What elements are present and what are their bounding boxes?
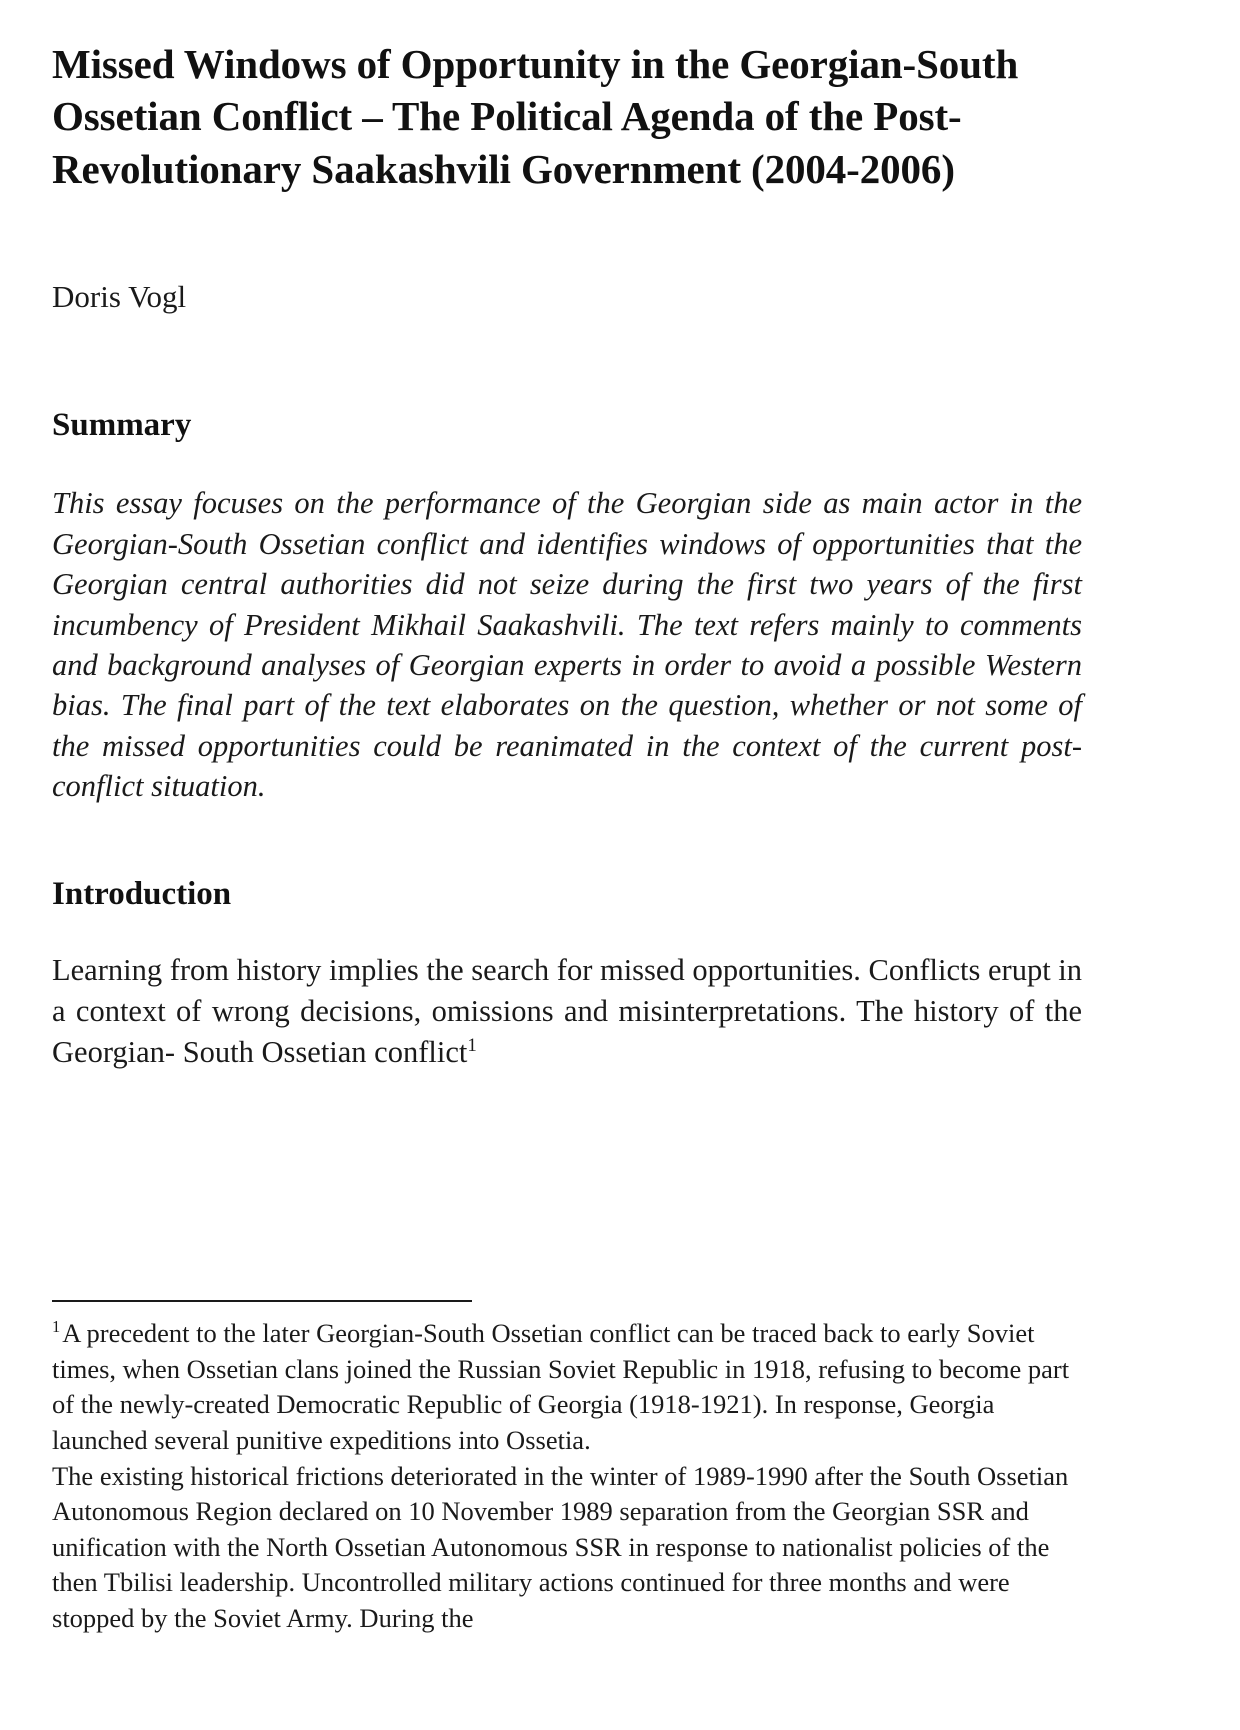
page-title: Missed Windows of Opportunity in the Georgian-South Ossetian Conflict – The Political Agenda of the Post-Revolutionary Saakashvili Government (2004-2006) — [52, 41, 1019, 192]
summary-body-text: This essay focuses on the performance of the Georgian side as main actor in the Georgian-South Ossetian conflict and identifies windows of opportunities that the Georgian central authorities did not seize during the first two years of the first incumbency of President Mikhail Saakashvili. The text refers mainly to comments and background analyses of Georgian experts in order to avoid a possible Western bias. The final part of the text elaborates on the question, whether or not some of the missed opportunities could be reanimated in the context of the current post-conflict situation. — [52, 486, 1082, 804]
footnote-area — [52, 1300, 1082, 1637]
author-name: Doris Vogl — [52, 279, 187, 315]
footnote-paragraph-1-text: A precedent to the later Georgian-South Ossetian conflict can be traced back to early Soviet times, when Ossetian clans joined the Russian Soviet Republic in 1918, refusing to become part of the newly-created Democratic Republic of Georgia (1918-1921). In response, Georgia launched several punitive expeditions into Ossetia. — [52, 1318, 1070, 1455]
footnote-paragraph-2: The existing historical frictions deteriorated in the winter of 1989-1990 after the South Ossetian Autonomous Region declared on 10 November 1989 separation from the Georgian SSR and unification with the North Ossetian Autonomous SSR in response to nationalist policies of the then Tbilisi leadership. Uncontrolled military actions continued for three months and were stopped by the Soviet Army. During the — [52, 1460, 1069, 1634]
footnote-paragraph-1 — [52, 1316, 1082, 1459]
section-heading-summary: Summary — [52, 406, 192, 443]
footnote-separator-rule — [52, 1300, 472, 1302]
document-content — [52, 38, 1082, 1073]
introduction-body-paragraph — [52, 914, 1082, 1073]
introduction-body-text: Learning from history implies the search for missed opportunities. Conflicts erupt in a context of wrong decisions, omissions and misinterpretations. The history of the Georgian- South Ossetian conflict — [52, 953, 1083, 1070]
section-heading-introduction: Introduction — [52, 875, 232, 912]
footnote-number-marker: 1 — [52, 1317, 61, 1337]
footnote-reference-marker[interactable]: 1 — [467, 1035, 477, 1057]
